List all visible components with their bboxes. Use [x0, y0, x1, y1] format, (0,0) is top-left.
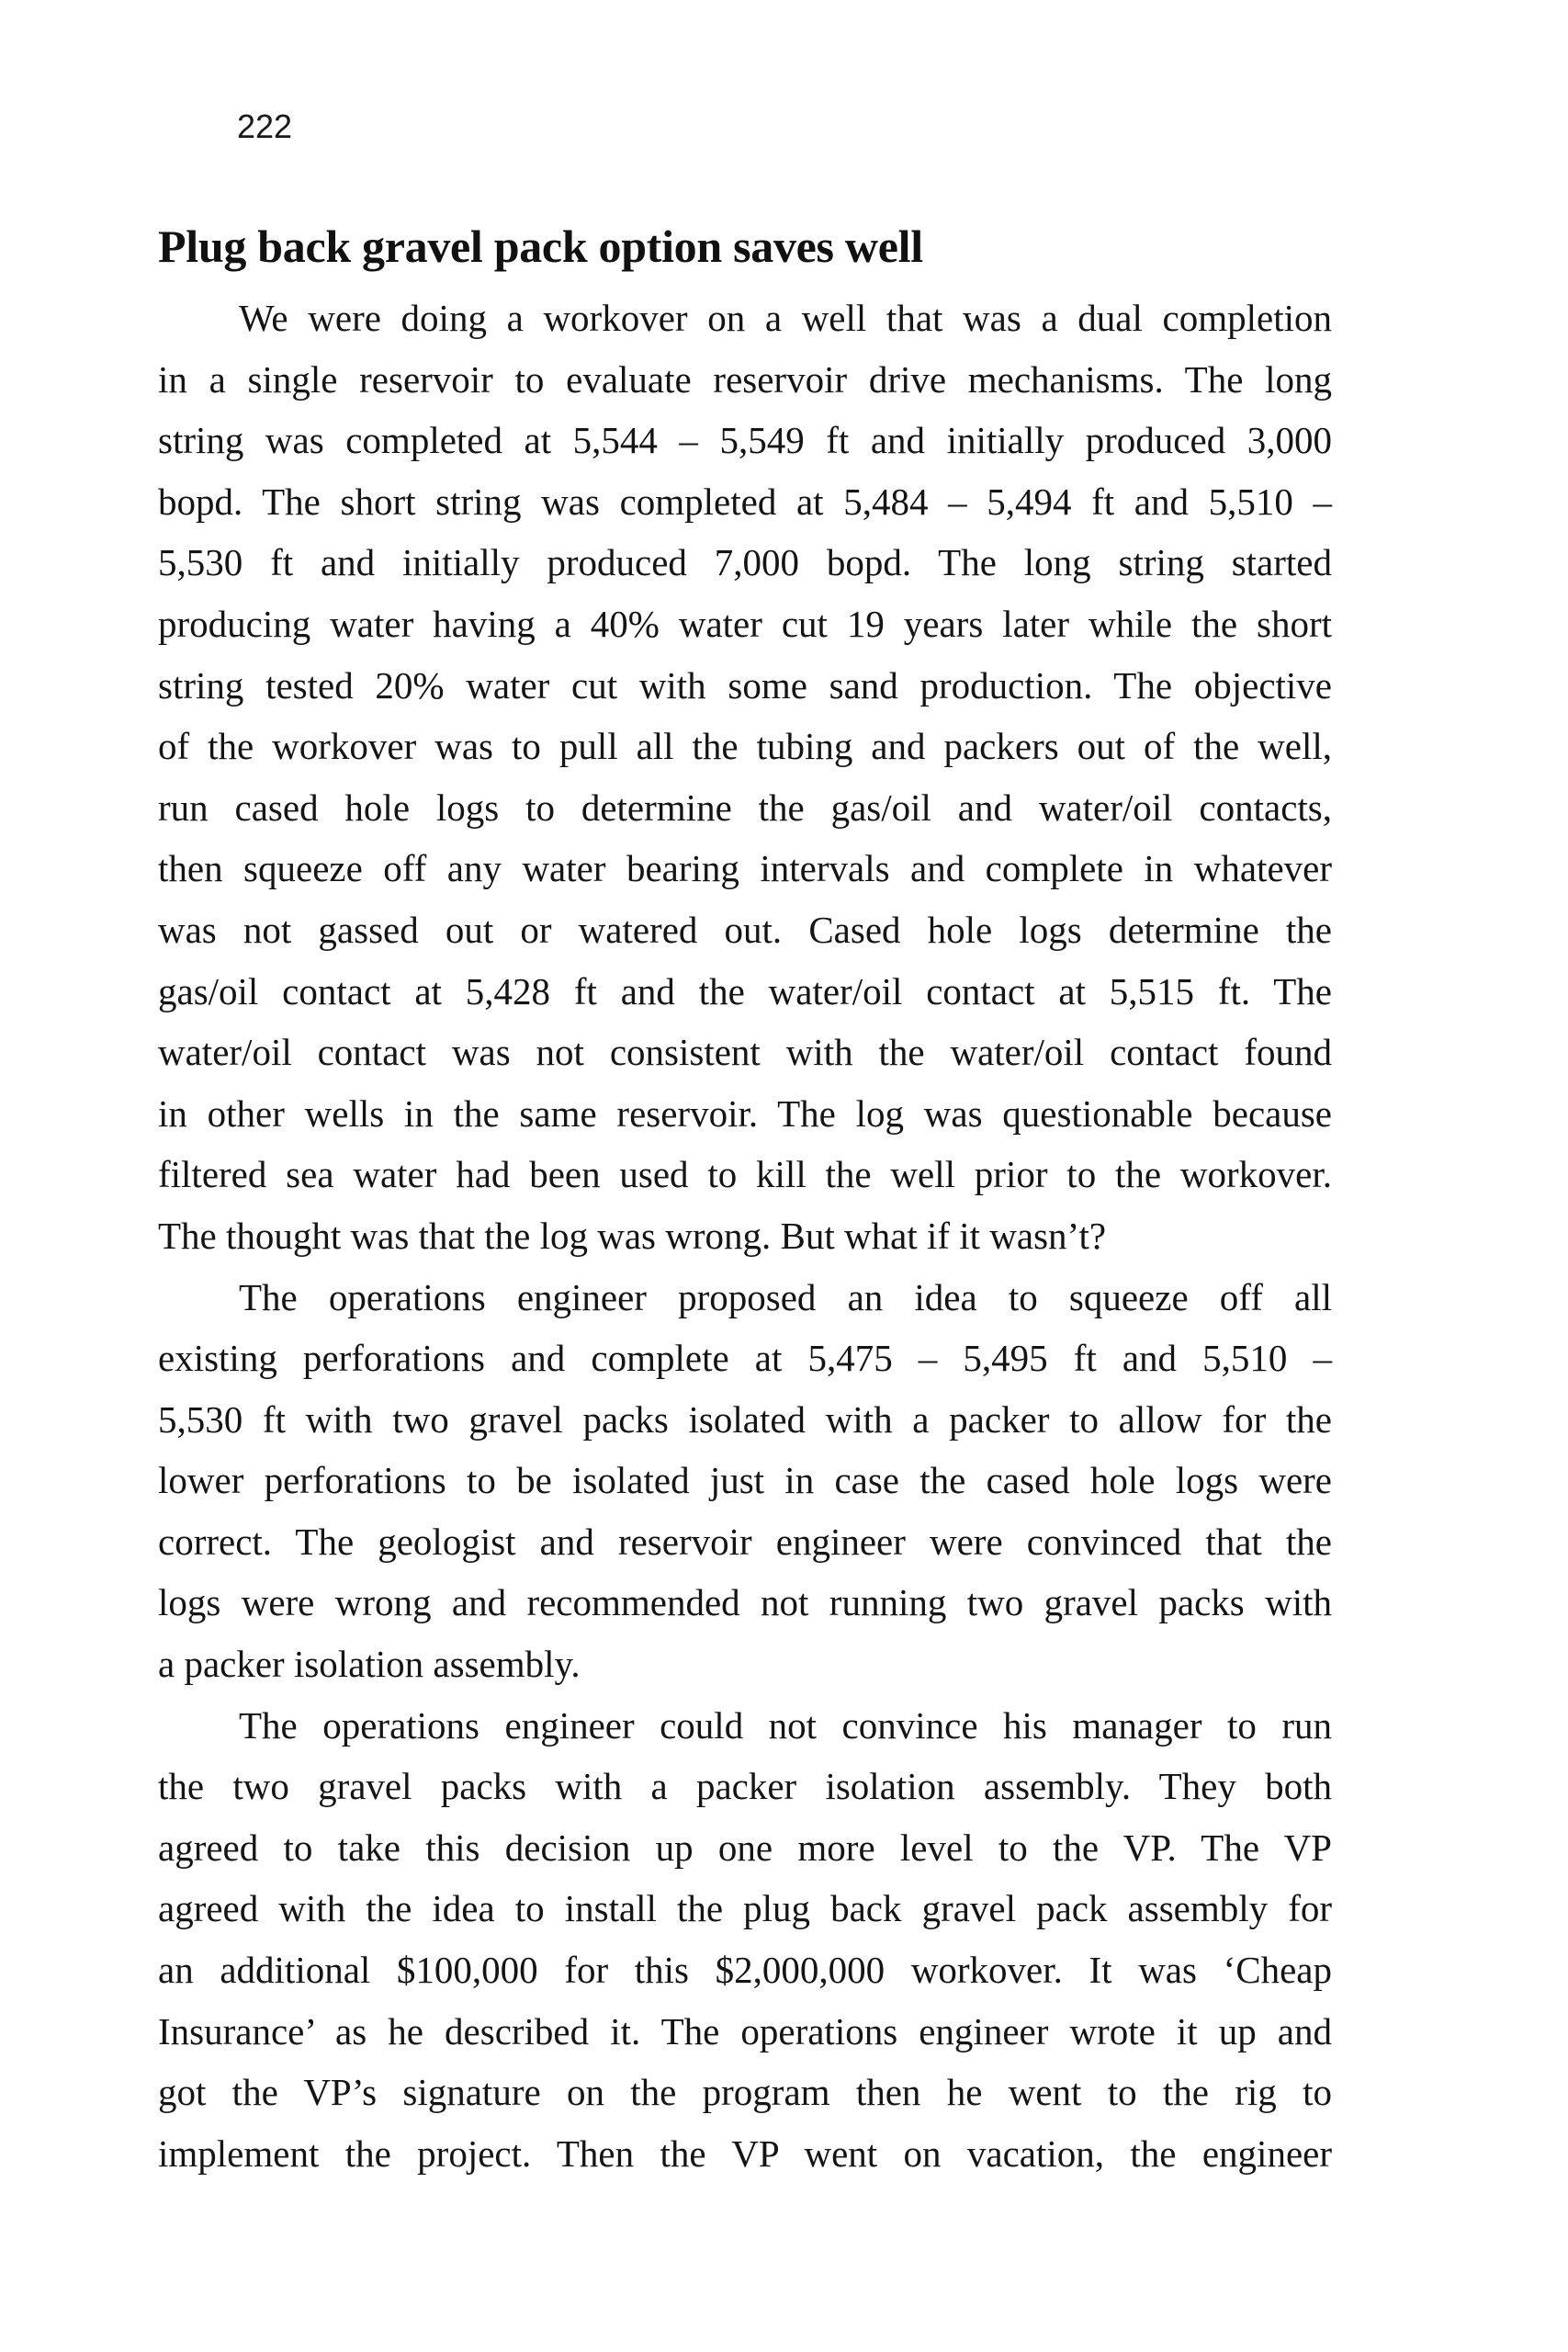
- text-line: existing perforations and complete at 5,475 – 5,495 ft and 5,510 –: [158, 1337, 1332, 1380]
- paragraph-3: [158, 1695, 1332, 2185]
- text-line: string tested 20% water cut with some sand production. The objective: [158, 663, 1332, 707]
- text-line: 5,530 ft and initially produced 7,000 bopd. The long string started: [158, 541, 1332, 584]
- text-line: The thought was that the log was wrong. But what if it wasn’t?: [158, 1214, 1107, 1257]
- text-line: in a single reservoir to evaluate reservoir drive mechanisms. The long: [158, 357, 1332, 401]
- text-line: was not gassed out or watered out. Cased hole logs determine the: [158, 908, 1332, 951]
- text-line: water/oil contact was not consistent with the water/oil contact found: [158, 1031, 1332, 1074]
- text-line: run cased hole logs to determine the gas/oil and water/oil contacts,: [158, 786, 1332, 829]
- text-line: We were doing a workover on a well that was a dual completion: [239, 297, 1332, 339]
- text-line: gas/oil contact at 5,428 ft and the water/oil contact at 5,515 ft. The: [158, 969, 1332, 1012]
- text-line: agreed with the idea to install the plug back gravel pack assembly for: [158, 1887, 1332, 1930]
- text-line: then squeeze off any water bearing intervals and complete in whatever: [158, 847, 1332, 890]
- text-line: Insurance’ as he described it. The operations engineer wrote it up and: [158, 2009, 1332, 2052]
- text-line: agreed to take this decision up one more level to the VP. The VP: [158, 1826, 1332, 1869]
- text-line: a packer isolation assembly.: [158, 1643, 581, 1686]
- text-line: in other wells in the same reservoir. The log was questionable because: [158, 1091, 1332, 1135]
- text-line: bopd. The short string was completed at 5,484 – 5,494 ft and 5,510 –: [158, 480, 1332, 523]
- text-line: string was completed at 5,544 – 5,549 ft and initially produced 3,000: [158, 419, 1332, 462]
- text-line: correct. The geologist and reservoir engineer were convinced that the: [158, 1520, 1332, 1563]
- text-line: producing water having a 40% water cut 19 years later while the short: [158, 602, 1332, 645]
- paragraph-1: [158, 288, 1332, 1267]
- text-line: the two gravel packs with a packer isolation assembly. They both: [158, 1765, 1332, 1808]
- body-text: [158, 288, 1332, 2184]
- text-line: The operations engineer proposed an idea to squeeze off all: [239, 1275, 1332, 1318]
- page-number: 222: [237, 107, 293, 145]
- text-line: implement the project. Then the VP went on vacation, the engineer: [158, 2132, 1332, 2175]
- paragraph-2: [158, 1267, 1332, 1695]
- text-line: got the VP’s signature on the program then he went to the rig to: [158, 2071, 1332, 2114]
- text-line: logs were wrong and recommended not running two gravel packs with: [158, 1581, 1332, 1624]
- text-line: of the workover was to pull all the tubing and packers out of the well,: [158, 725, 1332, 768]
- text-line: 5,530 ft with two gravel packs isolated with a packer to allow for the: [158, 1397, 1332, 1441]
- text-line: The operations engineer could not convince his manager to run: [239, 1703, 1332, 1747]
- text-line: filtered sea water had been used to kill the well prior to the workover.: [158, 1153, 1332, 1196]
- text-line: lower perforations to be isolated just in case the cased hole logs were: [158, 1459, 1332, 1502]
- text-line: an additional $100,000 for this $2,000,000 workover. It was ‘Cheap: [158, 1949, 1332, 1992]
- section-heading: Plug back gravel pack option saves well: [158, 220, 923, 272]
